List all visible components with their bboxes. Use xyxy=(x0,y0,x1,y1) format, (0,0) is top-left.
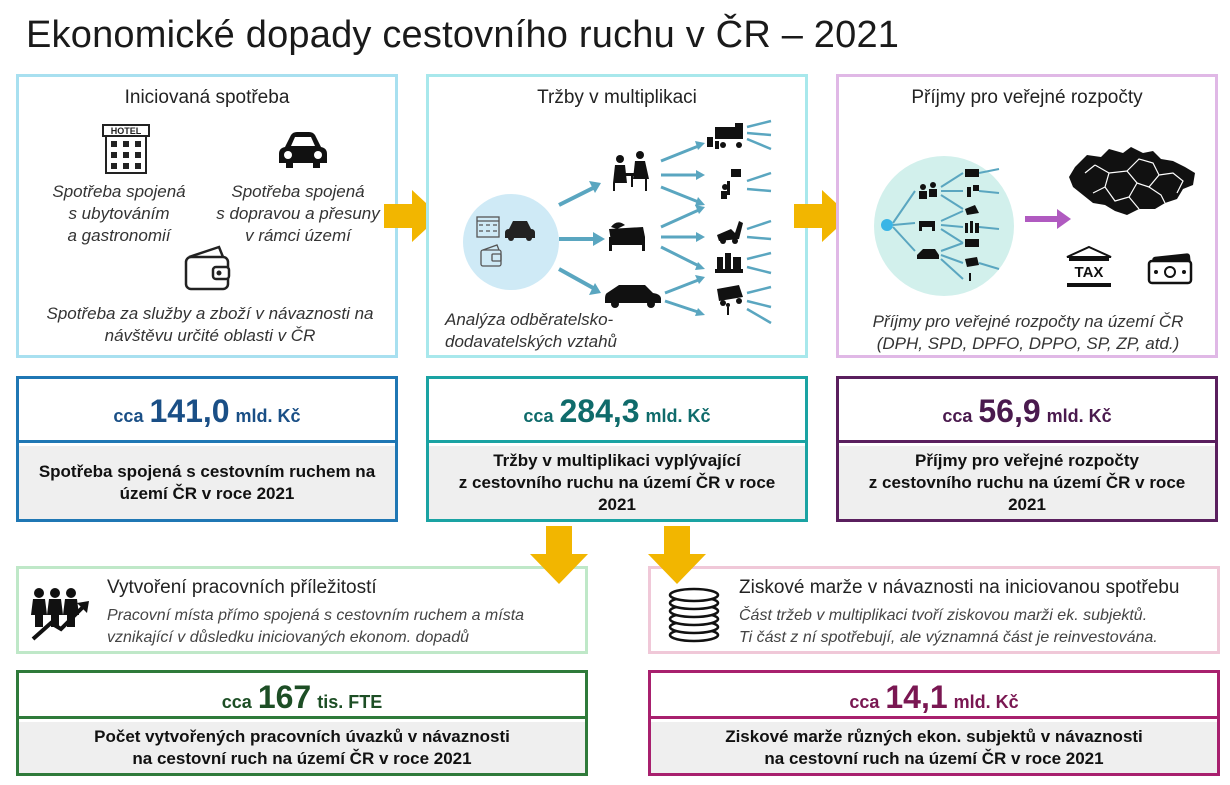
car-icon xyxy=(277,131,329,171)
stat-unit: mld. Kč xyxy=(953,692,1019,712)
stat-prefix: cca xyxy=(523,406,554,426)
stat-consumption xyxy=(16,376,398,522)
multiplier-circle-icon xyxy=(869,151,1019,301)
stat-value: 141,0 xyxy=(149,393,230,429)
text-line: Pracovní místa přímo spojená s cestovním ruchem a místa xyxy=(107,607,525,624)
arrow-down-icon xyxy=(648,526,706,584)
text-line: z cestovního ruchu na území ČR v roce xyxy=(868,472,1186,492)
panel-heading: Ziskové marže v návaznosti na iniciovanou spotřebu xyxy=(739,577,1180,598)
panel-heading: Iniciovaná spotřeba xyxy=(124,87,290,108)
text-line: Počet vytvořených pracovních úvazků v návaznosti xyxy=(94,726,510,746)
stat-description xyxy=(651,722,1217,773)
budget-text xyxy=(843,311,1213,355)
text-line: Příjmy pro veřejné rozpočty xyxy=(915,450,1139,470)
text-line: Spotřeba spojená xyxy=(52,182,186,201)
text-line: území ČR v roce 2021 xyxy=(119,483,295,503)
stat-unit: mld. Kč xyxy=(645,406,711,426)
stat-prefix: cca xyxy=(942,406,973,426)
transport-text xyxy=(203,181,393,247)
stat-unit: mld. Kč xyxy=(235,406,301,426)
services-text xyxy=(23,303,397,347)
panel-public-budgets xyxy=(836,74,1218,358)
text-line: Příjmy pro veřejné rozpočty na území ČR xyxy=(872,312,1184,331)
accommodation-text xyxy=(29,181,209,247)
panel-heading: Vytvoření pracovních příležitostí xyxy=(107,577,377,598)
stat-value: 167 xyxy=(257,679,312,715)
hotel-icon xyxy=(101,123,151,175)
text-line: Část tržeb v multiplikaci tvoří ziskovou marži ek. subjektů. xyxy=(739,607,1148,624)
panel-heading: Příjmy pro veřejné rozpočty xyxy=(911,87,1143,108)
text-line: na cestovní ruch na území ČR v roce 2021 xyxy=(764,748,1104,768)
text-line: Ti část z ní spotřebují, ale významná část je reinvestována. xyxy=(739,629,1158,646)
text-line: návštěvu určité oblasti v ČR xyxy=(104,326,316,345)
jobs-text xyxy=(107,605,583,649)
wallet-icon xyxy=(183,245,233,293)
arrow-down-icon xyxy=(530,526,588,584)
stat-description xyxy=(19,446,395,519)
panel-initiated-consumption xyxy=(16,74,398,358)
analysis-text xyxy=(445,309,645,353)
text-line: vznikající v důsledku iniciovaných ekonom. dopadů xyxy=(107,629,469,646)
text-line: v rámci území xyxy=(245,226,351,245)
panel-multiplied-revenue xyxy=(426,74,808,358)
money-icon xyxy=(1147,253,1195,287)
text-line: Spotřeba spojená s cestovním ruchem na xyxy=(38,461,376,481)
hotel-sign-text: HOTEL xyxy=(110,126,142,136)
stat-margins xyxy=(648,670,1220,776)
text-line: s ubytováním xyxy=(68,204,170,223)
stat-prefix: cca xyxy=(849,692,880,712)
stat-description xyxy=(839,446,1215,519)
czech-map-icon xyxy=(1065,143,1201,219)
stat-value: 284,3 xyxy=(559,393,640,429)
stat-description xyxy=(429,446,805,519)
stat-prefix: cca xyxy=(221,692,252,712)
text-line: (DPH, SPD, DPFO, DPPO, SP, ZP, atd.) xyxy=(876,334,1180,353)
tax-building-icon xyxy=(1065,245,1113,289)
text-line: z cestovního ruchu na území ČR v roce xyxy=(458,472,776,492)
text-line: Spotřeba za služby a zboží v návaznosti na xyxy=(46,304,374,323)
tax-label-text: TAX xyxy=(1074,264,1104,281)
text-line: Tržby v multiplikaci vyplývající xyxy=(493,450,741,470)
stat-jobs xyxy=(16,670,588,776)
page-title: Ekonomické dopady cestovního ruchu v ČR – 2021 xyxy=(26,14,900,56)
stat-value: 14,1 xyxy=(885,679,948,715)
text-line: Spotřeba spojená xyxy=(231,182,365,201)
text-line: a gastronomií xyxy=(67,226,171,245)
text-line: 2021 xyxy=(1008,494,1046,514)
stat-unit: tis. FTE xyxy=(317,692,383,712)
stat-value: 56,9 xyxy=(978,393,1041,429)
text-line: dodavatelských vztahů xyxy=(445,332,617,351)
stat-prefix: cca xyxy=(113,406,144,426)
text-line: 2021 xyxy=(598,494,636,514)
panel-margins xyxy=(648,566,1220,654)
panel-jobs xyxy=(16,566,588,654)
text-line: Ziskové marže různých ekon. subjektů v návaznosti xyxy=(725,726,1143,746)
text-line: Analýza odběratelsko- xyxy=(445,310,614,329)
stat-public-revenue xyxy=(836,376,1218,522)
coins-icon xyxy=(667,587,721,643)
stat-revenue xyxy=(426,376,808,522)
text-line: na cestovní ruch na území ČR v roce 2021 xyxy=(132,748,472,768)
panel-heading: Tržby v multiplikaci xyxy=(537,87,697,108)
people-growth-icon xyxy=(29,585,93,641)
text-line: s dopravou a přesuny xyxy=(216,204,380,223)
stat-description xyxy=(19,722,585,773)
margins-text xyxy=(739,605,1217,649)
stat-unit: mld. Kč xyxy=(1046,406,1112,426)
